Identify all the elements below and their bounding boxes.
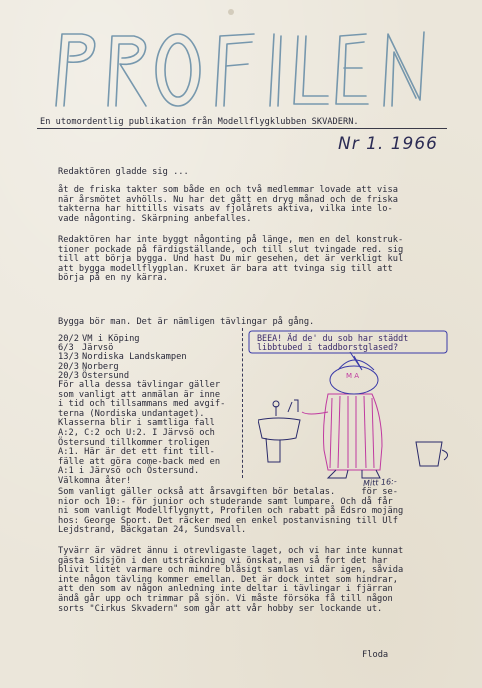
paragraph-2: Redaktören har inte byggt någonting på länge, men en del konstruk- tioner pockade på färdigställande, och till slut tvingade red. sig till att börja bygga. Und hast Du mir gesehen, det är verkligt kul att bygga modellflygplan. Kruxet är bara att tvinga sig till att börja på en ny kärra. — [58, 235, 404, 284]
paragraph-6: Tyvärr är vädret ännu i otrevligaste laget, och vi har inte kunnat gästa Sidsjön i den utsträckning vi önskat, men så fort det har blivit litet varmare och mindre blåsigt samlas vi där igen, såvida inte någon tävling kommer emellan. Det är dock intet som hindrar, att den som av någon anledning inte deltar i tävlingar i fjärran ändå går upp och trimmar på sjön. Vi måste försöka få till någon sorts "Cirkus Skvadern" som går att vår hobby ser lockande ut. — [58, 546, 404, 614]
cartoon-illustration — [258, 342, 458, 482]
issue-number: Nr 1. 1966 — [338, 134, 438, 154]
pin-hole — [228, 9, 234, 15]
paragraph-4: För alla dessa tävlingar gäller som vanligt att anmälan är inne i tid och tillsammans med avgif- terna (Nordiska undantaget). Klasserna blir i samtliga fall A:2, C:2 och U:2. I Järvsö och Östersund tillkommer troligen A:1. Här är det ett fint till- fälle att göra come-back med en A:1 i Järvsö och Östersund. Välkomna åter! — [58, 380, 226, 486]
hat-label: M A — [346, 372, 360, 380]
signature: Floda — [362, 650, 389, 660]
event-date: 20/3 — [58, 370, 79, 381]
paragraph-3: Bygga bör man. Det är nämligen tävlingar på gång. — [58, 317, 315, 327]
event-list — [58, 335, 187, 381]
event-name: Östersund — [82, 370, 130, 381]
handwritten-note: Mitt 16:- — [362, 476, 397, 489]
event-name: Norberg — [82, 361, 119, 372]
title-rule — [37, 128, 447, 129]
speech-text: BEEA! Äd de' du sob har städdt libbtubed i taddborstglased? — [257, 333, 409, 353]
subtitle: En utomordentlig publikation från Modellflygklubben SKVADERN. — [40, 117, 359, 127]
event-date: 20/2 — [58, 334, 79, 344]
event-name: Järvsö — [82, 343, 114, 354]
event-date: 6/3 — [58, 343, 74, 354]
event-date: 20/3 — [58, 361, 79, 372]
paragraph-5: Som vanligt gäller också att årsavgiften bör betalas. för se- nior och 10:- för junior och studerande samt lumpare. Och då får ni som vanligt Modellflygnytt, Profilen och rabatt på Edsro mojäng hos: George Sport. Det räcker med en enkel postanvisning till Ulf Lejdstrand, Bäckgatan 24, Sundsvall. — [58, 487, 404, 536]
title-lettering — [48, 28, 438, 110]
paragraph-1: åt de friska takter som både en och två medlemmar lovade att visa när årsmötet avhölls. Nu har det gått en dryg månad och de friska takterna har hittills visats av fjolårets aktiva, vilka inte lo- vade någonting. Skärpning anbefalles. — [58, 185, 398, 224]
event-row — [58, 335, 187, 344]
event-name: Nordiska Landskampen — [82, 352, 187, 363]
event-date: 13/3 — [58, 352, 79, 363]
heading-editor: Redaktören gladde sig ... — [58, 167, 189, 177]
event-name: VM i Köping — [82, 334, 140, 344]
